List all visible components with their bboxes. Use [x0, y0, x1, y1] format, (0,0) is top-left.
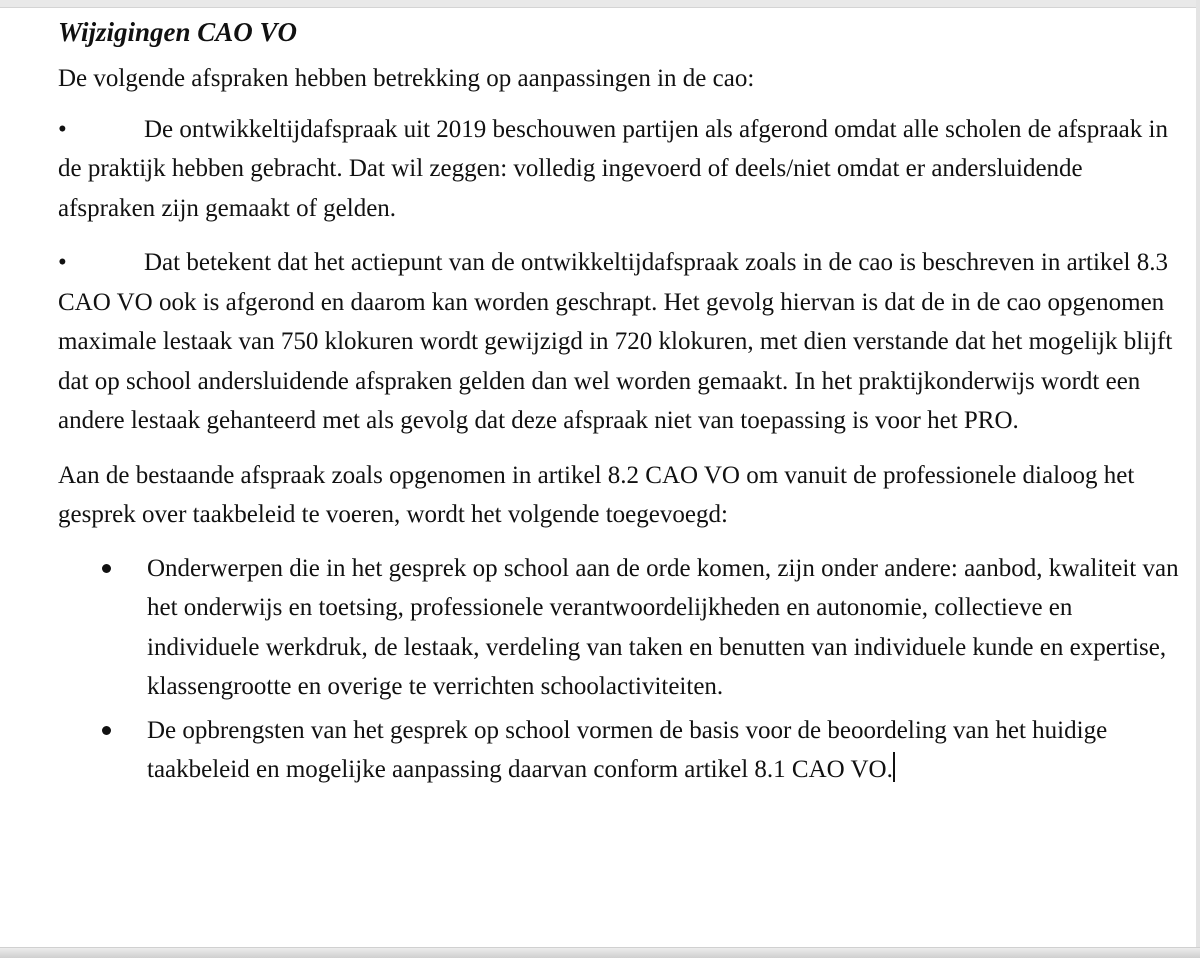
text-cursor: [893, 752, 895, 782]
bullet-list: [58, 549, 1183, 790]
list-item-text: De opbrengsten van het gesprek op school vormen de basis voor de beoordeling van het huidige taakbeleid en mogelijke aanpassing daarvan conform artikel 8.1 CAO VO.: [147, 716, 1108, 783]
dot-marker: •: [58, 115, 67, 143]
dot-item-text: De ontwikkeltijdafspraak uit 2019 beschouwen partijen als afgerond omdat alle scholen de afspraak in de praktijk hebben gebracht. Dat wil zeggen: volledig ingevoerd of deels/niet omdat er andersluidende afspraken zijn gemaakt of gelden.: [58, 115, 1168, 222]
dot-item-2: [58, 243, 1183, 441]
document-title: Wijzigingen CAO VO: [58, 17, 298, 47]
window-top-edge: [0, 0, 1200, 8]
dot-item-text: Dat betekent dat het actiepunt van de ontwikkeltijdafspraak zoals in de cao is beschreven in artikel 8.3 CAO VO ook is afgerond en daarom kan worden geschrapt. Het gevolg hiervan is dat de in de cao opgenomen maximale lestaak van 750 klokuren wordt gewijzigd in 720 klokuren, met dien verstande dat het mogelijk blijft dat op school andersluidende afspraken gelden dan wel worden gemaakt. In het praktijkonderwijs wordt een andere lestaak gehanteerd met als gevolg dat deze afspraak niet van toepassing is voor het PRO.: [58, 249, 1173, 434]
list-item-text: Onderwerpen die in het gesprek op school aan de orde komen, zijn onder andere: aanbod, kwaliteit van het onderwijs en toetsing, professionele verantwoordelijkheden en autonomie, collectieve en individuele werkdruk, de lestaak, verdeling van taken en benutten van individuele kunde en expertise, klassengrootte en overige te verrichten schoolactiviteiten.: [147, 554, 1179, 700]
intro-paragraph: De volgende afspraken hebben betrekking op aanpassingen in de cao:: [58, 65, 755, 92]
window-bottom-edge: [0, 947, 1200, 958]
dot-marker: •: [58, 249, 67, 276]
list-item: [58, 711, 1183, 790]
document-body[interactable]: [58, 12, 1183, 794]
list-item: [58, 549, 1183, 707]
addition-intro-paragraph: Aan de bestaande afspraak zoals opgenomen in artikel 8.2 CAO VO om vanuit de professionele dialoog het gesprek over taakbeleid te voeren, wordt het volgende toegevoegd:: [58, 461, 1135, 528]
bullet-icon: [102, 564, 111, 573]
dot-item-1: [58, 110, 1183, 229]
bullet-icon: [102, 726, 111, 735]
window-right-edge: [1196, 0, 1200, 958]
